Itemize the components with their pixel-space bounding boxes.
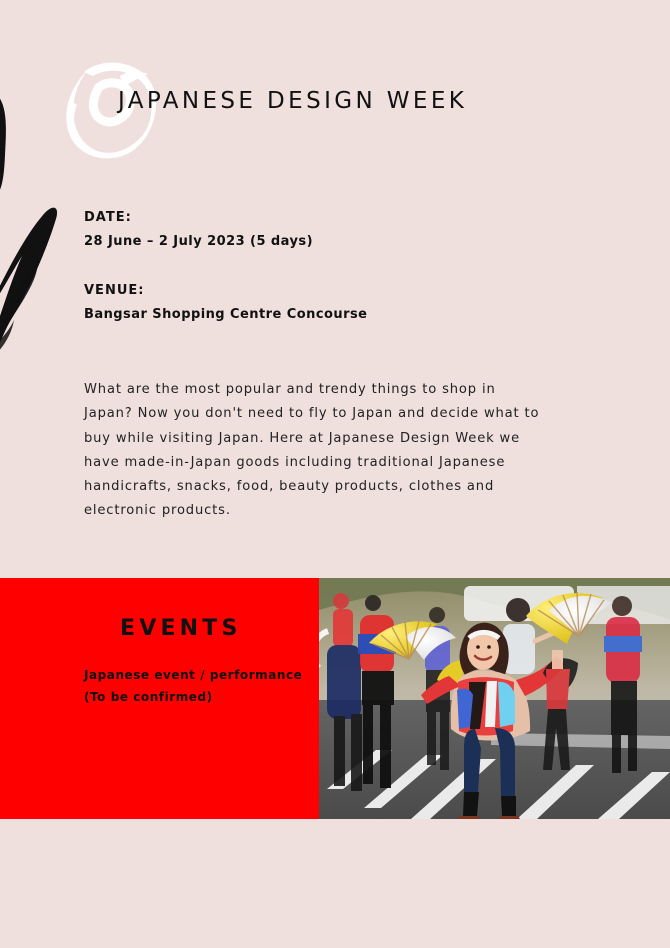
page-title: JAPANESE DESIGN WEEK	[118, 88, 468, 114]
events-heading: EVENTS	[120, 616, 242, 641]
description-line: handicrafts, snacks, food, beauty products, clothes and	[84, 479, 495, 495]
events-line: Japanese event / performance	[84, 668, 303, 682]
date-value: 28 June – 2 July 2023 (5 days)	[84, 234, 314, 249]
date-label: DATE:	[84, 210, 132, 225]
description-line: What are the most popular and trendy things to shop in	[84, 382, 496, 397]
venue-label: VENUE:	[84, 283, 145, 298]
description-line: electronic products.	[84, 503, 231, 519]
events-line: (To be confirmed)	[84, 690, 213, 704]
venue-value: Bangsar Shopping Centre Concourse	[84, 307, 368, 322]
description-line: Japan? Now you don't need to fly to Japan and decide what to	[84, 406, 540, 422]
event-description	[84, 378, 604, 524]
description-line: have made-in-Japan goods including traditional Japanese	[84, 454, 506, 470]
dance-performance-photo	[319, 578, 670, 819]
description-line: buy while visiting Japan. Here at Japanese Design Week we	[84, 430, 521, 446]
events-details	[84, 664, 319, 708]
